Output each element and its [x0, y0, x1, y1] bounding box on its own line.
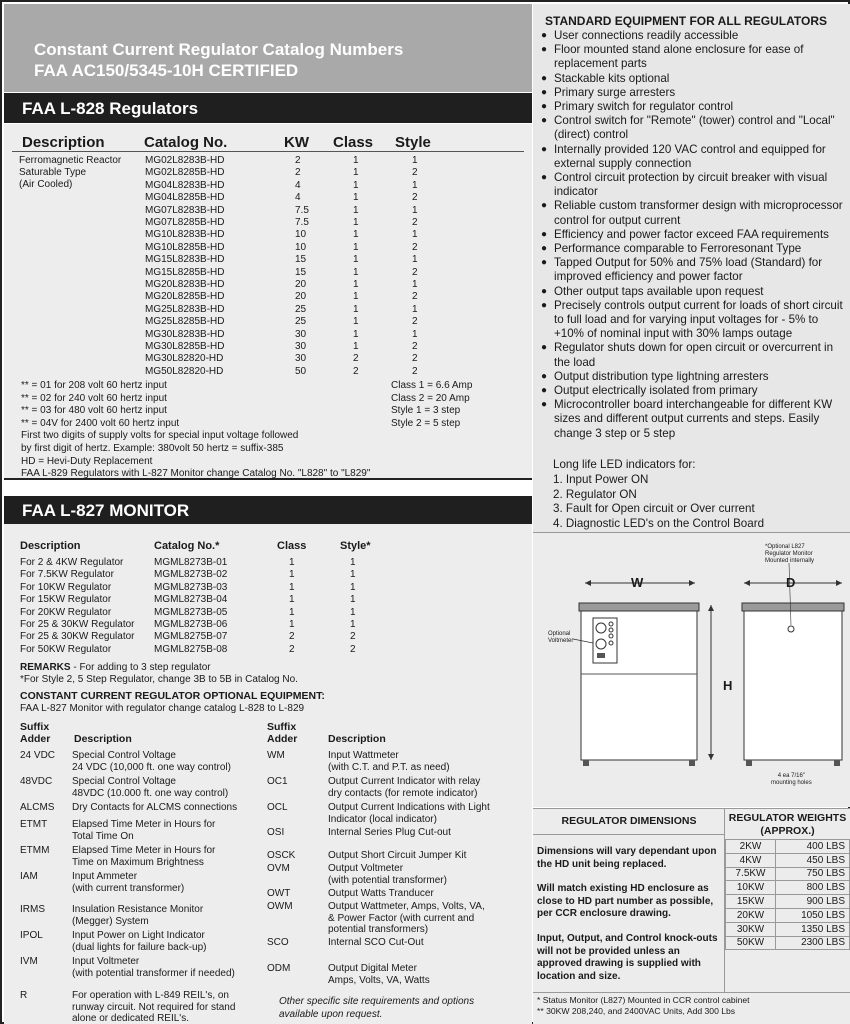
option-description: Output Current Indicator with relay	[328, 776, 481, 787]
option-description: (Megger) System	[72, 915, 149, 927]
width-label: W	[631, 575, 644, 590]
l827-section-title: FAA L-827 MONITOR	[4, 496, 532, 524]
option-code: OC1	[267, 776, 288, 787]
l828-col-description: Description	[22, 134, 105, 151]
option-description: Insulation Resistance Monitor	[72, 904, 204, 915]
l828-class-cell: 1	[353, 217, 359, 228]
option-description: Input Wattmeter	[328, 750, 399, 761]
standard-item: ● Regulator shuts down for open circuit or overcurrent in the load	[541, 341, 846, 369]
l828-style-cell: 1	[412, 328, 418, 340]
standard-item: ● Performance comparable to Ferroresonant Type	[541, 242, 846, 256]
option-description: Output Digital Meter	[328, 963, 417, 974]
weight-row	[726, 936, 850, 950]
l827-panel	[4, 524, 532, 1024]
option-description: Output Voltmeter	[328, 863, 404, 874]
l827-catalog-cell: MGML8275B-08	[154, 643, 228, 655]
standard-item: ● Reliable custom transformer design with microprocessor control for output current	[541, 199, 846, 227]
l828-style-cell: 1	[412, 229, 418, 241]
l828-style-cell: 2	[412, 316, 418, 328]
other-note: available upon request.	[279, 1008, 383, 1020]
l828-kw-cell: 4	[295, 192, 301, 204]
l828-class-cell: 2	[353, 353, 359, 365]
l828-desc-line: (Air Cooled)	[19, 179, 73, 190]
dimensions-para: Will match existing HD enclosure as close to HD part number as possible, per CCR enclosure drawing.	[537, 883, 714, 919]
option-code: SCO	[267, 937, 289, 948]
weight-kw: 4KW	[726, 853, 776, 867]
weight-row	[726, 840, 850, 854]
l828-class-cell: 1	[353, 303, 359, 315]
class-note: Class 2 = 20 Amp	[391, 392, 470, 404]
l828-catalog-cell: MG15L8285B-HD	[145, 266, 225, 278]
optional-subtitle: FAA L-827 Monitor with regulator change catalog L-828 to L-829	[20, 703, 305, 714]
l828-kw-cell: 10	[295, 229, 307, 241]
weight-lbs: 1050 LBS	[776, 908, 850, 922]
optional-title: CONSTANT CURRENT REGULATOR OPTIONAL EQUIPMENT:	[20, 690, 325, 702]
standard-item: ● Floor mounted stand alone enclosure for ease of replacement parts	[541, 43, 846, 71]
certification-title: FAA AC150/5345-10H CERTIFIED	[34, 61, 299, 80]
standard-item: ● Precisely controls output current for loads of short circuit to full load and for varying input voltages for - 5% to +10% of nominal input with 30% lamps outage	[541, 299, 846, 342]
option-description: For operation with L-849 REIL's, on	[72, 990, 229, 1001]
l828-kw-cell: 30	[295, 353, 307, 365]
l827-style-cell: 1	[350, 619, 356, 630]
l828-kw-cell: 7.5	[295, 204, 309, 216]
option-description: (with potential transformer if needed)	[72, 967, 235, 979]
l828-kw-cell: 30	[295, 328, 307, 340]
option-description: dry contacts (for remote indicator)	[328, 787, 478, 799]
l828-class-cell: 1	[353, 229, 359, 241]
adder-header: Adder	[20, 733, 51, 745]
l828-kw-cell: 10	[295, 241, 307, 253]
option-code: IRMS	[20, 904, 45, 915]
l828-desc-line: Ferromagnetic Reactor	[19, 155, 122, 166]
adder-header: Adder	[267, 733, 298, 745]
l828-class-cell: 1	[353, 291, 359, 303]
l828-kw-cell: 15	[295, 266, 307, 278]
option-description: Output Watts Tranducer	[328, 888, 434, 899]
weight-lbs: 900 LBS	[776, 895, 850, 909]
remarks	[20, 662, 211, 675]
l827-style-cell: 1	[350, 581, 356, 593]
standard-item: ● Tapped Output for 50% and 75% load (Standard) for improved efficiency and power factor	[541, 256, 846, 284]
l828-style-cell: 1	[412, 279, 418, 290]
l828-col-kw: KW	[284, 134, 309, 151]
weight-kw: 7.5KW	[726, 867, 776, 881]
l828-catalog-cell: MG30L8283B-HD	[145, 328, 225, 340]
l828-style-cell: 2	[412, 341, 418, 352]
l828-catalog-cell: MG02L8285B-HD	[145, 167, 225, 179]
description-header: Description	[74, 733, 132, 745]
option-code: OWT	[267, 888, 291, 899]
led-item: 2. Regulator ON	[553, 487, 637, 501]
l828-note-line: First two digits of supply volts for special input voltage followed	[21, 430, 299, 442]
l828-class-cell: 1	[353, 167, 359, 179]
l828-style-cell: 1	[412, 179, 418, 191]
weight-lbs: 2300 LBS	[776, 936, 850, 950]
height-label: H	[723, 678, 733, 693]
l828-kw-cell: 4	[295, 179, 301, 191]
option-description: Total Time On	[72, 830, 134, 842]
l828-style-cell: 1	[412, 204, 418, 216]
l828-note-line: ** = 02 for 240 volt 60 hertz input	[21, 392, 167, 404]
option-description: Special Control Voltage	[72, 750, 176, 761]
l828-class-cell: 1	[353, 341, 359, 352]
weight-row	[726, 867, 850, 881]
weight-row	[726, 881, 850, 895]
weight-lbs: 750 LBS	[776, 867, 850, 881]
l828-catalog-cell: MG07L8283B-HD	[145, 204, 225, 216]
l827-style-cell: 1	[350, 569, 356, 581]
l827-catalog-cell: MGML8275B-07	[154, 631, 228, 643]
l828-class-cell: 1	[353, 254, 359, 266]
option-code: OCL	[267, 802, 288, 813]
option-code: OWM	[267, 901, 293, 912]
l828-kw-cell: 7.5	[295, 217, 309, 228]
l828-style-cell: 2	[412, 353, 418, 365]
standard-title: STANDARD EQUIPMENT FOR ALL REGULATORS	[545, 14, 827, 28]
l827-class-cell: 1	[289, 557, 295, 568]
page-footer	[533, 992, 850, 1024]
l827-catalog-cell: MGML8273B-02	[154, 569, 228, 581]
weights-title: REGULATOR WEIGHTS	[728, 812, 847, 824]
weight-lbs: 800 LBS	[776, 881, 850, 895]
option-code: 24 VDC	[20, 750, 56, 761]
standard-equipment-panel	[533, 4, 850, 532]
option-code: WM	[267, 750, 285, 761]
l828-note-line: HD = Hevi-Duty Replacement	[21, 455, 153, 467]
suffix-header: Suffix	[267, 721, 297, 733]
option-description: Dry Contacts for ALCMS connections	[72, 802, 238, 813]
l827-class-cell: 1	[289, 581, 295, 593]
l828-section-title: FAA L-828 Regulators	[4, 93, 532, 123]
option-description: Indicator (local indicator)	[328, 813, 437, 825]
weight-row	[726, 922, 850, 936]
option-description: Special Control Voltage	[72, 776, 176, 787]
l828-style-cell: 2	[412, 241, 418, 253]
regulator-dimensions	[533, 808, 725, 992]
l827-catalog-cell: MGML8273B-05	[154, 606, 228, 618]
l828-catalog-cell: MG10L8285B-HD	[145, 241, 225, 253]
standard-item: ● Microcontroller board interchangeable for different KW sizes and different output currents and steps. Easily change 3 step or 5 step	[541, 398, 846, 441]
l828-kw-cell: 2	[295, 155, 301, 166]
standard-list	[541, 29, 846, 441]
l827-style-cell: 1	[350, 606, 356, 618]
l828-catalog-cell: MG15L8283B-HD	[145, 254, 225, 266]
option-description: (dual lights for failure back-up)	[72, 941, 207, 953]
weight-kw: 30KW	[726, 922, 776, 936]
option-description: Input Ammeter	[72, 871, 138, 882]
l828-header-rule	[12, 151, 524, 152]
l827-style-cell: 1	[350, 594, 356, 606]
l827-description-cell: For 15KW Regulator	[20, 594, 112, 606]
l827-style-cell: 2	[350, 643, 356, 655]
option-description: Elapsed Time Meter in Hours for	[72, 819, 216, 830]
option-description: 24 VDC (10,000 ft. one way control)	[72, 761, 231, 773]
enclosure-diagram	[533, 532, 850, 807]
suffix-header: Suffix	[20, 721, 50, 733]
description-header: Description	[328, 733, 386, 745]
l828-desc-line: Saturable Type	[19, 167, 87, 178]
weight-kw: 10KW	[726, 881, 776, 895]
l827-style-cell: 1	[350, 557, 356, 568]
l828-catalog-cell: MG04L8283B-HD	[145, 179, 225, 191]
remarks-note: *For Style 2, 5 Step Regulator, change 3B to 5B in Catalog No.	[20, 674, 298, 685]
standard-item: ● Control switch for "Remote" (tower) control and "Local" (direct) control	[541, 114, 846, 142]
option-code: ODM	[267, 963, 291, 974]
option-code: ALCMS	[20, 802, 55, 813]
l828-kw-cell: 50	[295, 365, 307, 377]
l828-style-cell: 1	[412, 155, 418, 166]
l827-col-catalog: Catalog No.*	[154, 540, 220, 552]
l828-note-line: ** = 01 for 208 volt 60 hertz input	[21, 380, 167, 391]
l828-class-cell: 2	[353, 365, 359, 377]
option-description: Input Voltmeter	[72, 956, 140, 967]
l828-catalog-cell: MG30L8285B-HD	[145, 341, 225, 352]
option-description: alone or dedicated REIL's.	[72, 1013, 189, 1024]
enclosure-drawing	[533, 533, 850, 808]
led-item: 4. Diagnostic LED's on the Control Board	[553, 516, 765, 530]
l827-description-cell: For 25 & 30KW Regulator	[20, 631, 135, 643]
l827-description-cell: For 20KW Regulator	[20, 606, 112, 618]
option-description: Output Current Indications with Light	[328, 802, 490, 813]
other-note: Other specific site requirements and options	[279, 996, 475, 1007]
option-code: 48VDC	[20, 776, 53, 787]
l828-kw-cell: 30	[295, 341, 307, 352]
l827-class-cell: 1	[289, 619, 295, 630]
l828-style-cell: 2	[412, 192, 418, 204]
l828-class-cell: 1	[353, 279, 359, 290]
standard-item: ● Output distribution type lightning arresters	[541, 370, 846, 384]
option-code: OSCK	[267, 850, 296, 861]
standard-item: ● Internally provided 120 VAC control and equipped for external supply connection	[541, 143, 846, 171]
dimensions-rule	[533, 834, 725, 835]
standard-item: ● Other output taps available upon request	[541, 285, 846, 299]
option-description: & Power Factor (with current and	[328, 912, 475, 924]
weight-kw: 20KW	[726, 908, 776, 922]
l828-catalog-cell: MG20L8283B-HD	[145, 279, 225, 290]
weight-kw: 2KW	[726, 840, 776, 854]
l828-class-cell: 1	[353, 328, 359, 340]
weight-kw: 15KW	[726, 895, 776, 909]
option-description: Internal SCO Cut-Out	[328, 937, 424, 948]
option-description: potential transformers)	[328, 924, 429, 935]
weight-lbs: 400 LBS	[776, 840, 850, 854]
optional-monitor-line: Mounted internally	[765, 558, 815, 564]
l828-col-style: Style	[395, 134, 431, 151]
option-description: Output Wattmeter, Amps, Volts, VA,	[328, 901, 485, 912]
l827-description-cell: For 10KW Regulator	[20, 581, 112, 593]
standard-item: ● Primary switch for regulator control	[541, 100, 846, 114]
l828-class-cell: 1	[353, 266, 359, 278]
l828-kw-cell: 25	[295, 316, 307, 328]
l828-panel	[4, 124, 532, 480]
l827-col-class: Class	[277, 540, 307, 552]
led-item: 3. Fault for Open circuit or Over current	[553, 502, 755, 515]
l828-style-cell: 1	[412, 254, 418, 266]
led-title: Long life LED indicators for:	[553, 458, 696, 471]
optional-voltmeter-line: Optional	[548, 631, 571, 637]
l827-catalog-cell: MGML8273B-06	[154, 619, 228, 630]
option-code: IAM	[20, 871, 38, 882]
option-description: (with C.T. and P.T. as need)	[328, 761, 450, 773]
option-code: OSI	[267, 827, 285, 838]
footer-note: ** 30KW 208,240, and 2400VAC Units, Add 300 Lbs	[537, 1005, 736, 1016]
l827-description-cell: For 7.5KW Regulator	[20, 569, 114, 581]
l827-catalog-cell: MGML8273B-03	[154, 581, 228, 593]
l827-catalog-cell: MGML8273B-04	[154, 594, 228, 606]
optional-voltmeter-line: Voltmeter	[548, 638, 574, 644]
optional-monitor-line: *Optional L827	[765, 544, 805, 550]
l828-kw-cell: 2	[295, 167, 301, 179]
weight-lbs: 1350 LBS	[776, 922, 850, 936]
l827-description-cell: For 25 & 30KW Regulator	[20, 619, 135, 630]
l827-class-cell: 1	[289, 569, 295, 581]
option-description: Internal Series Plug Cut-out	[328, 827, 451, 838]
dimensions-para: Dimensions will vary dependant upon the HD unit being replaced.	[537, 846, 717, 870]
option-code: IVM	[20, 956, 38, 967]
weight-lbs: 450 LBS	[776, 853, 850, 867]
l828-class-cell: 1	[353, 204, 359, 216]
l828-class-cell: 1	[353, 192, 359, 204]
l827-catalog-cell: MGML8273B-01	[154, 557, 228, 568]
l828-style-cell: 2	[412, 365, 418, 377]
depth-label: D	[786, 575, 796, 590]
l828-catalog-cell: MG02L8283B-HD	[145, 155, 225, 166]
l828-kw-cell: 20	[295, 291, 307, 303]
dimensions-para: Input, Output, and Control knock-outs will not be provided unless an approved drawing is supplied with location and size.	[537, 933, 718, 982]
option-description: runway circuit. Not required for stand	[72, 1001, 236, 1013]
class-note: Class 1 = 6.6 Amp	[391, 380, 473, 391]
l827-class-cell: 2	[289, 631, 295, 643]
l827-class-cell: 2	[289, 643, 295, 655]
weight-row	[726, 895, 850, 909]
l828-catalog-cell: MG30L82820-HD	[145, 353, 224, 365]
l828-note-line: by first digit of hertz. Example: 380volt 50 hertz = suffix-385	[21, 443, 284, 454]
l828-class-cell: 1	[353, 241, 359, 253]
l827-class-cell: 1	[289, 606, 295, 618]
l828-catalog-cell: MG50L82820-HD	[145, 365, 224, 377]
option-description: 48VDC (10.000 ft. one way control)	[72, 787, 229, 799]
option-description: Time on Maximum Brightness	[72, 856, 204, 868]
l828-note-line: FAA L-829 Regulators with L-827 Monitor change Catalog No. "L828" to "L829"	[21, 468, 371, 480]
l828-class-cell: 1	[353, 316, 359, 328]
standard-item: ● Efficiency and power factor exceed FAA requirements	[541, 228, 846, 242]
option-code: ETMT	[20, 819, 48, 830]
option-description: Amps, Volts, VA, Watts	[328, 974, 430, 986]
option-description: Input Power on Light Indicator	[72, 930, 205, 941]
l828-catalog-cell: MG20L8285B-HD	[145, 291, 225, 303]
l827-col-style: Style*	[340, 540, 371, 552]
mounting-holes-line: 4 ea 7/16"	[777, 773, 805, 779]
l828-note-line: ** = 03 for 480 volt 60 hertz input	[21, 405, 167, 417]
catalog-header	[4, 4, 532, 92]
standard-item: ● Stackable kits optional	[541, 72, 846, 86]
option-description: (with current transformer)	[72, 882, 185, 894]
weight-row	[726, 908, 850, 922]
standard-item: ● Output electrically isolated from primary	[541, 384, 846, 398]
option-code: IPOL	[20, 930, 43, 941]
l828-kw-cell: 25	[295, 303, 307, 315]
style-note: Style 1 = 3 step	[391, 405, 461, 417]
l828-style-cell: 2	[412, 291, 418, 303]
l828-style-cell: 1	[412, 303, 418, 315]
option-description: Elapsed Time Meter in Hours for	[72, 845, 216, 856]
optional-monitor-note	[765, 544, 814, 565]
l828-style-cell: 2	[412, 167, 418, 179]
l828-catalog-cell: MG04L8285B-HD	[145, 192, 225, 204]
option-description: (with potential transformer)	[328, 874, 447, 886]
l828-catalog-cell: MG07L8285B-HD	[145, 217, 225, 228]
weight-kw: 50KW	[726, 936, 776, 950]
weights-subtitle: (APPROX.)	[760, 825, 815, 837]
standard-item: ● Primary surge arresters	[541, 86, 846, 100]
standard-item: ● User connections readily accessible	[541, 29, 846, 43]
l828-style-cell: 2	[412, 217, 418, 228]
l827-style-cell: 2	[350, 631, 356, 643]
option-code: OVM	[267, 863, 290, 874]
catalog-title: Constant Current Regulator Catalog Numbers	[34, 40, 404, 59]
footer-note: * Status Monitor (L827) Mounted in CCR control cabinet	[537, 995, 750, 1005]
remarks-label: REMARKS	[20, 662, 71, 673]
standard-item: ● Control circuit protection by circuit breaker with visual indicator	[541, 171, 846, 199]
mounting-holes-line: mounting holes	[771, 780, 812, 786]
led-item: 1. Input Power ON	[553, 473, 649, 486]
l828-kw-cell: 15	[295, 254, 307, 266]
optional-voltmeter-note	[548, 631, 573, 645]
l828-style-cell: 2	[412, 266, 418, 278]
l828-col-class: Class	[333, 134, 374, 151]
dimensions-title: REGULATOR DIMENSIONS	[561, 815, 697, 827]
l828-catalog-cell: MG25L8285B-HD	[145, 316, 225, 328]
l828-kw-cell: 20	[295, 279, 307, 290]
option-description: Output Short Circuit Jumper Kit	[328, 850, 467, 861]
l827-description-cell: For 2 & 4KW Regulator	[20, 557, 124, 568]
l828-catalog-cell: MG10L8283B-HD	[145, 229, 225, 241]
l828-col-catalog: Catalog No.	[144, 134, 228, 151]
style-note: Style 2 = 5 step	[391, 417, 461, 429]
mounting-holes-note	[771, 773, 812, 787]
optional-monitor-line: Regulator Monitor	[765, 551, 813, 557]
regulator-weights	[725, 808, 850, 992]
l828-note-line: ** = 04V for 2400 volt 60 hertz input	[21, 417, 180, 429]
l828-class-cell: 1	[353, 179, 359, 191]
l828-class-cell: 1	[353, 155, 359, 166]
l827-class-cell: 1	[289, 594, 295, 606]
l827-col-description: Description	[20, 540, 81, 552]
weights-table	[725, 839, 850, 950]
remarks-text: - For adding to 3 step regulator	[70, 662, 211, 673]
l827-description-cell: For 50KW Regulator	[20, 643, 112, 655]
option-code: ETMM	[20, 845, 50, 856]
weight-row	[726, 853, 850, 867]
option-code: R	[20, 990, 28, 1001]
l828-catalog-cell: MG25L8283B-HD	[145, 303, 225, 315]
